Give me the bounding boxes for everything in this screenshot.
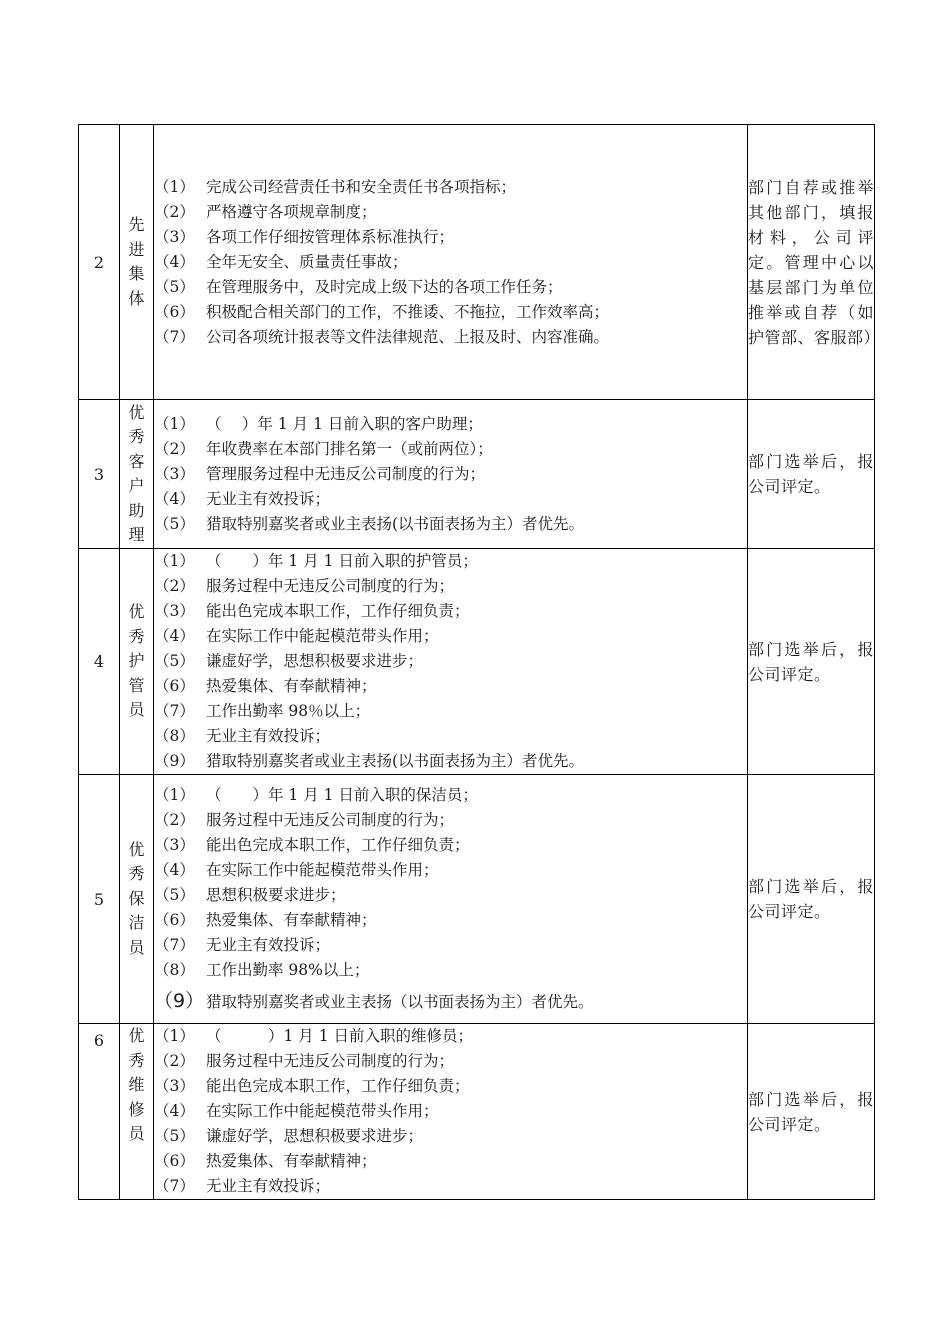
list-item: （7） 工作出勤率 98％以上； bbox=[154, 702, 371, 720]
list-item: （5） 猎取特别嘉奖者或业主表扬(以书面表扬为主）者优先。 bbox=[154, 514, 585, 533]
list-item: （3） 管理服务过程中无违反公司制度的行为； bbox=[154, 464, 486, 483]
list-item: （5） 思想积极要求进步； bbox=[154, 886, 346, 904]
table-row bbox=[79, 775, 875, 1024]
list-item: （7） 无业主有效投诉； bbox=[154, 936, 331, 954]
list-item: （1） （ ）1 月 1 日前入职的维修员； bbox=[154, 1027, 474, 1045]
list-item: （4） 无业主有效投诉； bbox=[154, 489, 331, 508]
selection-method: 部门自荐或推举其他部门，填报材料，公司评定。管理中心以基层部门为单位推举或自荐（如护管部、客服部） bbox=[748, 125, 875, 400]
list-item: （5） 谦虚好学，思想积极要求进步； bbox=[154, 652, 424, 670]
list-item: （3） 各项工作仔细按管理体系标准执行； bbox=[154, 227, 455, 246]
list-item: （9） 猎取特别嘉奖者或业主表扬（以书面表扬为主）者优先。 bbox=[154, 990, 594, 1012]
table-row bbox=[79, 125, 875, 400]
criteria-list bbox=[154, 400, 748, 549]
award-title: 优 秀 护 管 员 bbox=[120, 549, 154, 775]
table-row bbox=[79, 549, 875, 775]
row-number: 5 bbox=[79, 775, 120, 1024]
list-item: （4） 在实际工作中能起模范带头作用； bbox=[154, 861, 439, 879]
list-item: （2） 年收费率在本部门排名第一（或前两位）； bbox=[154, 439, 493, 458]
list-item: （5） 在管理服务中，及时完成上级下达的各项工作任务； bbox=[154, 277, 563, 296]
award-criteria-table bbox=[78, 124, 881, 1200]
award-title: 优 秀 维 修 员 bbox=[120, 1024, 154, 1200]
list-item: （1） （ ）年 1 月 1 日前入职的客户助理； bbox=[154, 414, 483, 433]
list-item: （6） 热爱集体、有奉献精神； bbox=[154, 911, 377, 929]
criteria-list bbox=[154, 549, 748, 775]
list-item: （2） 严格遵守各项规章制度； bbox=[154, 202, 377, 221]
list-item: （1） 完成公司经营责任书和安全责任书各项指标； bbox=[154, 177, 517, 196]
selection-method: 部门选举后，报公司评定。 bbox=[748, 400, 875, 549]
row-number: 6 bbox=[79, 1024, 120, 1200]
table-row bbox=[79, 1024, 875, 1200]
list-item: （8） 工作出勤率 98%以上； bbox=[154, 961, 370, 979]
selection-method: 部门选举后，报公司评定。 bbox=[748, 549, 875, 775]
selection-method: 部门选举后，报公司评定。 bbox=[748, 1024, 875, 1200]
selection-method: 部门选举后，报公司评定。 bbox=[748, 775, 875, 1024]
criteria-list bbox=[154, 775, 748, 1024]
award-title: 优 秀 保 洁 员 bbox=[120, 775, 154, 1024]
list-item: （3） 能出色完成本职工作，工作仔细负责； bbox=[154, 1077, 470, 1095]
list-item: （2） 服务过程中无违反公司制度的行为； bbox=[154, 1052, 455, 1070]
row-number: 4 bbox=[79, 549, 120, 775]
list-item: （4） 在实际工作中能起模范带头作用； bbox=[154, 627, 439, 645]
list-item: （4） 全年无安全、质量责任事故； bbox=[154, 252, 408, 271]
list-item: （4） 在实际工作中能起模范带头作用； bbox=[154, 1102, 439, 1120]
criteria-list bbox=[154, 125, 748, 400]
list-item: （1） （ ）年 1 月 1 日前入职的保洁员； bbox=[154, 786, 478, 804]
list-item: （6） 热爱集体、有奉献精神； bbox=[154, 677, 377, 695]
award-title: 优 秀 客 户 助 理 bbox=[120, 400, 154, 549]
list-item: （9） 猎取特别嘉奖者或业主表扬(以书面表扬为主）者优先。 bbox=[154, 752, 585, 770]
table-row bbox=[79, 400, 875, 549]
criteria-list bbox=[154, 1024, 748, 1200]
list-item: （3） 能出色完成本职工作，工作仔细负责； bbox=[154, 602, 470, 620]
list-item: （2） 服务过程中无违反公司制度的行为； bbox=[154, 811, 455, 829]
list-item: （3） 能出色完成本职工作，工作仔细负责； bbox=[154, 836, 470, 854]
list-item: （5） 谦虚好学，思想积极要求进步； bbox=[154, 1127, 424, 1145]
row-number: 3 bbox=[79, 400, 120, 549]
list-item: （6） 积极配合相关部门的工作，不推诿、不拖拉，工作效率高； bbox=[154, 302, 610, 321]
award-title: 先 进 集 体 bbox=[120, 125, 154, 400]
list-item: （2） 服务过程中无违反公司制度的行为； bbox=[154, 577, 455, 595]
list-item: （1） （ ）年 1 月 1 日前入职的护管员； bbox=[154, 552, 478, 570]
list-item: （8） 无业主有效投诉； bbox=[154, 727, 331, 745]
list-item: （7） 公司各项统计报表等文件法律规范、上报及时、内容准确。 bbox=[154, 327, 610, 346]
list-item: （7） 无业主有效投诉； bbox=[154, 1177, 331, 1195]
list-item: （6） 热爱集体、有奉献精神； bbox=[154, 1152, 377, 1170]
row-number: 2 bbox=[79, 125, 120, 400]
